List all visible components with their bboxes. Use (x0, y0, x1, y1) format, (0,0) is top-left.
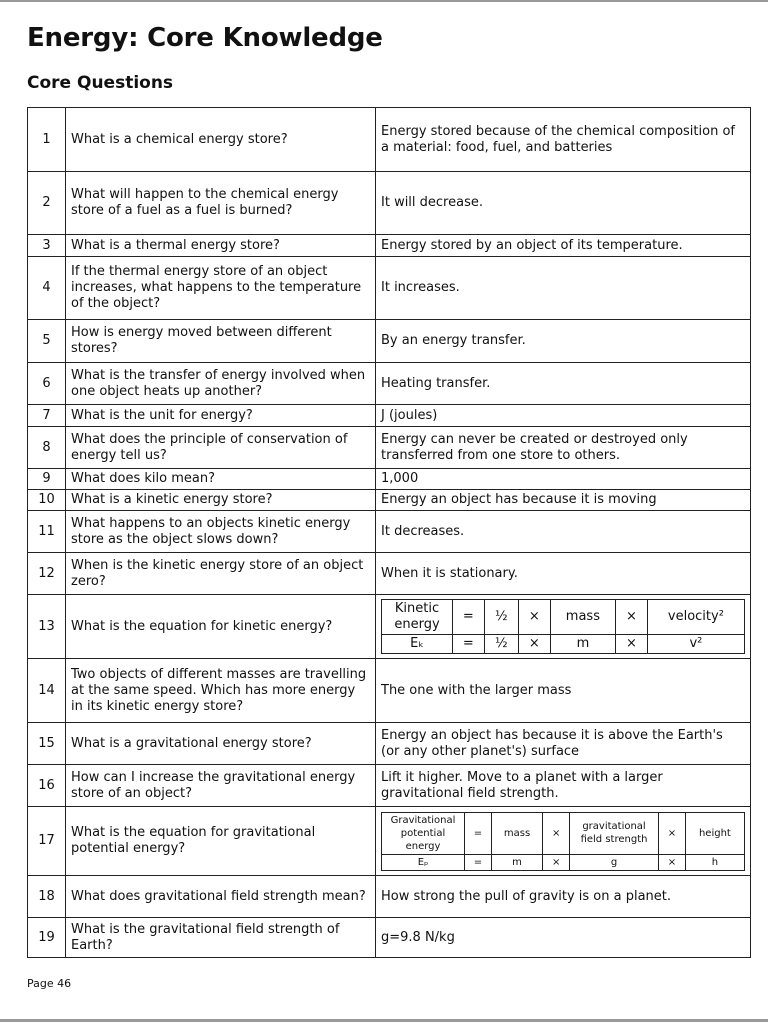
equals-sign: = (453, 635, 485, 654)
table-row (28, 405, 751, 427)
table-row (28, 235, 751, 257)
answer-text: 1,000 (376, 469, 751, 490)
answer-text: Heating transfer. (376, 363, 751, 405)
question-number: 2 (28, 172, 66, 235)
answer-text: Energy an object has because it is above the Earth's (or any other planet's) surface (376, 723, 751, 765)
answer-text: When it is stationary. (376, 553, 751, 595)
equation-words-row (382, 600, 745, 635)
times-sign: × (543, 854, 570, 870)
answer-text: It increases. (376, 257, 751, 320)
answer-text: Lift it higher. Move to a planet with a larger gravitational field strength. (376, 765, 751, 807)
answer-text: By an energy transfer. (376, 320, 751, 363)
times-sign: × (543, 812, 570, 854)
equation-words-row (382, 812, 745, 854)
equation-term: gravitational field strength (570, 812, 659, 854)
question-text: What is the equation for gravitational potential energy? (66, 807, 376, 876)
equals-sign: = (453, 600, 485, 635)
table-row (28, 257, 751, 320)
question-text: What is a kinetic energy store? (66, 490, 376, 511)
equation-term: Gravitational potential energy (382, 812, 465, 854)
answer-text: How strong the pull of gravity is on a planet. (376, 876, 751, 918)
equation-symbol: m (491, 854, 542, 870)
question-number: 12 (28, 553, 66, 595)
table-row (28, 469, 751, 490)
equation-term: ½ (484, 600, 518, 635)
times-sign: × (616, 635, 648, 654)
page-title: Energy: Core Knowledge (27, 23, 383, 53)
top-border (0, 0, 768, 2)
question-number: 10 (28, 490, 66, 511)
equation-term: mass (550, 600, 615, 635)
question-text: How is energy moved between different stores? (66, 320, 376, 363)
answer-text: The one with the larger mass (376, 659, 751, 723)
question-number: 9 (28, 469, 66, 490)
equation-symbols-row (382, 854, 745, 870)
table-row (28, 172, 751, 235)
table-row (28, 553, 751, 595)
question-text: What is a chemical energy store? (66, 108, 376, 172)
question-text: What is the transfer of energy involved when one object heats up another? (66, 363, 376, 405)
question-number: 17 (28, 807, 66, 876)
times-sign: × (518, 635, 550, 654)
equation-symbols-row (382, 635, 745, 654)
equation-symbol: Eₖ (382, 635, 453, 654)
question-text: When is the kinetic energy store of an object zero? (66, 553, 376, 595)
equation-term: velocity² (647, 600, 744, 635)
kinetic-energy-equation (381, 599, 745, 654)
bottom-border (0, 1019, 768, 1022)
question-text: What does gravitational field strength mean? (66, 876, 376, 918)
question-number: 3 (28, 235, 66, 257)
question-number: 11 (28, 511, 66, 553)
equation-term: height (685, 812, 744, 854)
answer-text: It decreases. (376, 511, 751, 553)
equation-symbol: g (570, 854, 659, 870)
question-text: What is the equation for kinetic energy? (66, 595, 376, 659)
table-row (28, 595, 751, 659)
answer-text: Energy can never be created or destroyed only transferred from one store to others. (376, 427, 751, 469)
table-row (28, 320, 751, 363)
table-row (28, 807, 751, 876)
equation-term: mass (491, 812, 542, 854)
table-row (28, 511, 751, 553)
page-number: Page 46 (27, 977, 72, 990)
table-row (28, 490, 751, 511)
question-number: 18 (28, 876, 66, 918)
gravitational-potential-energy-equation (381, 812, 745, 871)
times-sign: × (616, 600, 648, 635)
question-text: If the thermal energy store of an object increases, what happens to the temperature of the object? (66, 257, 376, 320)
table-row (28, 659, 751, 723)
equals-sign: = (465, 854, 492, 870)
equation-symbol: Eₚ (382, 854, 465, 870)
question-text: What is the gravitational field strength of Earth? (66, 918, 376, 958)
question-text: What will happen to the chemical energy store of a fuel as a fuel is burned? (66, 172, 376, 235)
equation-symbol: h (685, 854, 744, 870)
question-number: 1 (28, 108, 66, 172)
equation-term: Kinetic energy (382, 600, 453, 635)
table-row (28, 108, 751, 172)
question-number: 14 (28, 659, 66, 723)
answer-text: Energy stored because of the chemical composition of a material: food, fuel, and batteries (376, 108, 751, 172)
question-number: 13 (28, 595, 66, 659)
question-number: 19 (28, 918, 66, 958)
question-number: 8 (28, 427, 66, 469)
question-number: 4 (28, 257, 66, 320)
equation-symbol: m (550, 635, 615, 654)
question-text: What is a thermal energy store? (66, 235, 376, 257)
answer-text: It will decrease. (376, 172, 751, 235)
answer-text: J (joules) (376, 405, 751, 427)
core-questions-table (27, 107, 751, 958)
question-number: 15 (28, 723, 66, 765)
question-number: 6 (28, 363, 66, 405)
times-sign: × (659, 812, 686, 854)
question-text: How can I increase the gravitational energy store of an object? (66, 765, 376, 807)
table-row (28, 765, 751, 807)
question-text: What is the unit for energy? (66, 405, 376, 427)
section-heading: Core Questions (27, 73, 174, 93)
question-text: Two objects of different masses are travelling at the same speed. Which has more energy in its kinetic energy store? (66, 659, 376, 723)
question-number: 16 (28, 765, 66, 807)
table-row (28, 723, 751, 765)
times-sign: × (518, 600, 550, 635)
question-text: What does kilo mean? (66, 469, 376, 490)
question-text: What is a gravitational energy store? (66, 723, 376, 765)
table-row (28, 427, 751, 469)
times-sign: × (659, 854, 686, 870)
gpe-equation-cell (376, 807, 751, 876)
question-text: What happens to an objects kinetic energy store as the object slows down? (66, 511, 376, 553)
answer-text: Energy an object has because it is moving (376, 490, 751, 511)
equation-symbol: ½ (484, 635, 518, 654)
table-row (28, 918, 751, 958)
answer-text: g=9.8 N/kg (376, 918, 751, 958)
table-row (28, 363, 751, 405)
equals-sign: = (465, 812, 492, 854)
question-number: 7 (28, 405, 66, 427)
equation-symbol: v² (647, 635, 744, 654)
question-number: 5 (28, 320, 66, 363)
table-row (28, 876, 751, 918)
kinetic-energy-equation-cell (376, 595, 751, 659)
answer-text: Energy stored by an object of its temperature. (376, 235, 751, 257)
question-text: What does the principle of conservation of energy tell us? (66, 427, 376, 469)
